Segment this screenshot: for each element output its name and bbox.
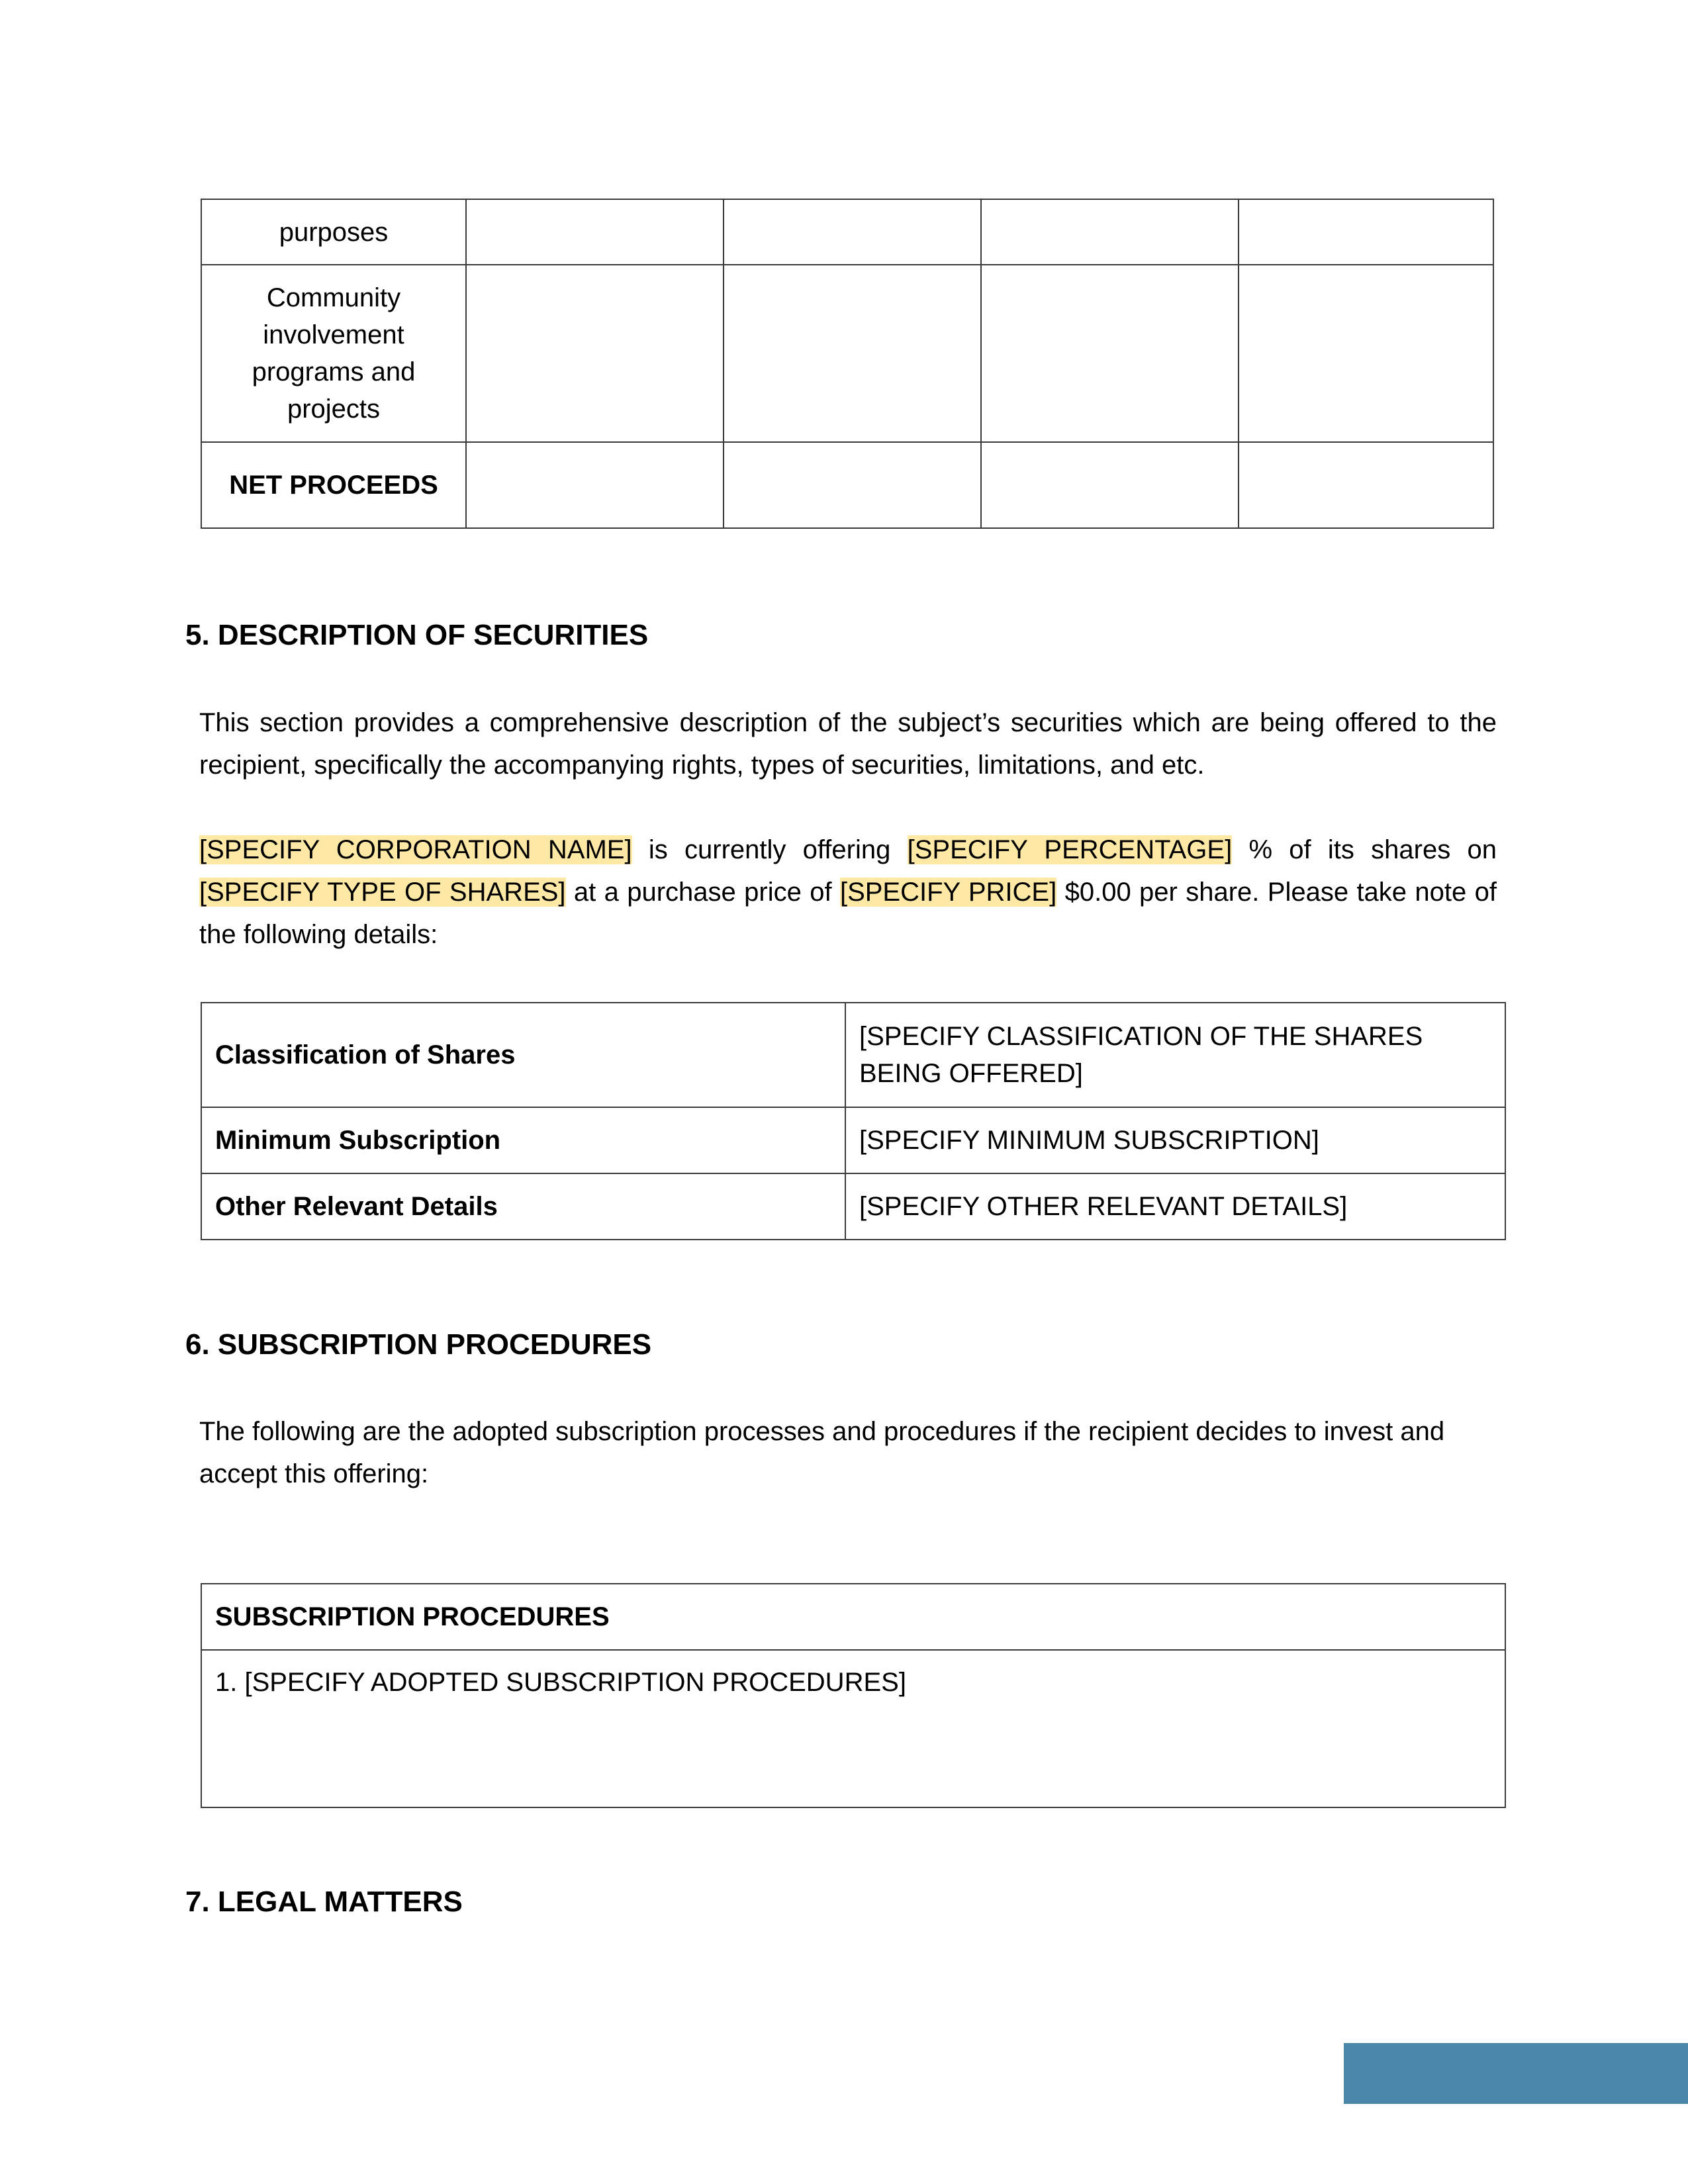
securities-offer-paragraph (199, 829, 1497, 956)
offer-text: at a purchase price of (565, 878, 840, 907)
proceeds-cell (466, 442, 724, 528)
detail-key: Other Relevant Details (201, 1173, 845, 1240)
proceeds-row-label: purposes (201, 199, 466, 265)
section-heading-securities: 5. DESCRIPTION OF SECURITIES (185, 619, 649, 651)
offer-text: $0.00 per share. Please take note of the following details: (199, 878, 1497, 949)
placeholder-share-type: [SPECIFY TYPE OF SHARES] (199, 878, 566, 907)
detail-key: Minimum Subscription (201, 1107, 845, 1173)
detail-value: [SPECIFY OTHER RELEVANT DETAILS] (845, 1173, 1505, 1240)
proceeds-cell (1239, 265, 1493, 442)
table-row (201, 1107, 1505, 1173)
subscription-procedures-table (201, 1583, 1506, 1808)
footer-accent-bar (1344, 2043, 1688, 2104)
securities-details-table (201, 1002, 1506, 1240)
securities-intro-paragraph: This section provides a comprehensive description of the subject’s securities which are being offered to the recipient, specifically the accompanying rights, types of securities, limitations, and etc. (199, 708, 1497, 780)
proceeds-cell (981, 442, 1239, 528)
proceeds-cell (1239, 442, 1493, 528)
proceeds-cell (724, 442, 981, 528)
detail-key: Classification of Shares (201, 1003, 845, 1107)
proceeds-row-label: Community involvement programs and projects (201, 265, 466, 442)
proceeds-cell (1239, 199, 1493, 265)
table-row (201, 442, 1493, 528)
table-row (201, 199, 1493, 265)
offer-text: is currently offering (632, 835, 908, 864)
placeholder-corporation-name: [SPECIFY CORPORATION NAME] (199, 835, 632, 864)
proceeds-cell (466, 199, 724, 265)
proceeds-cell (724, 265, 981, 442)
subscription-intro-paragraph: The following are the adopted subscription processes and procedures if the recipient decides to invest and accept this offering: (199, 1417, 1445, 1488)
proceeds-cell (466, 265, 724, 442)
proceeds-table (201, 199, 1494, 529)
detail-value: [SPECIFY MINIMUM SUBSCRIPTION] (845, 1107, 1505, 1173)
table-row (201, 1173, 1505, 1240)
proceeds-cell (981, 265, 1239, 442)
procedures-table-header: SUBSCRIPTION PROCEDURES (201, 1584, 1505, 1650)
placeholder-percentage: [SPECIFY PERCENTAGE] (907, 835, 1233, 864)
proceeds-cell (724, 199, 981, 265)
section-heading-legal: 7. LEGAL MATTERS (185, 1886, 463, 1918)
table-row (201, 1650, 1505, 1807)
offer-text: % of its shares on (1232, 835, 1497, 864)
section-heading-subscription: 6. SUBSCRIPTION PROCEDURES (185, 1328, 652, 1361)
net-proceeds-label: NET PROCEEDS (201, 442, 466, 528)
proceeds-cell (981, 199, 1239, 265)
table-row (201, 1003, 1505, 1107)
detail-value: [SPECIFY CLASSIFICATION OF THE SHARES BEING OFFERED] (845, 1003, 1505, 1107)
table-row (201, 265, 1493, 442)
placeholder-price: [SPECIFY PRICE] (839, 878, 1057, 907)
procedure-item: 1. [SPECIFY ADOPTED SUBSCRIPTION PROCEDURES] (201, 1650, 1505, 1807)
table-row (201, 1584, 1505, 1650)
